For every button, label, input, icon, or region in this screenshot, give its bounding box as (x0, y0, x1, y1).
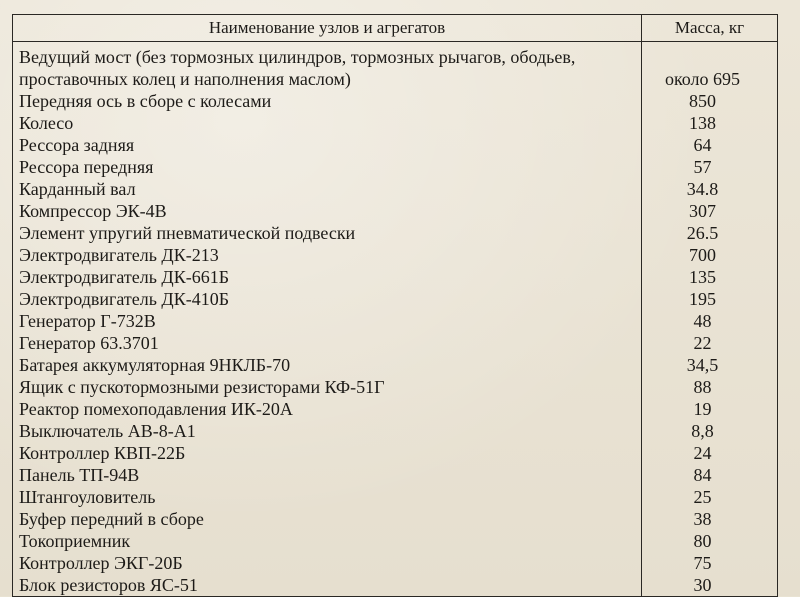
row-mass: около 695 (642, 42, 778, 91)
table-row (13, 112, 778, 134)
row-name: Ящик с пускотормозными резисторами КФ-51Г (13, 376, 642, 398)
row-name: Токоприемник (13, 530, 642, 552)
row-name: Контроллер КВП-22Б (13, 442, 642, 464)
row-mass: 80 (642, 530, 778, 552)
row-mass: 48 (642, 310, 778, 332)
row-name: Рессора задняя (13, 134, 642, 156)
row-name: Электродвигатель ДК-661Б (13, 266, 642, 288)
row-mass: 195 (642, 288, 778, 310)
table-row (13, 552, 778, 574)
row-name: Контроллер ЭКГ-20Б (13, 552, 642, 574)
row-name: Штангоуловитель (13, 486, 642, 508)
component-mass-table (12, 14, 778, 597)
row-name: Блок резисторов ЯС-51 (13, 574, 642, 597)
table-row (13, 354, 778, 376)
table-row (13, 266, 778, 288)
row-name: Панель ТП-94В (13, 464, 642, 486)
row-mass: 34,5 (642, 354, 778, 376)
row-mass: 34.8 (642, 178, 778, 200)
table-row (13, 90, 778, 112)
row-name: Передняя ось в сборе с колесами (13, 90, 642, 112)
table-row (13, 178, 778, 200)
row-mass: 64 (642, 134, 778, 156)
table-row (13, 376, 778, 398)
header-mass: Масса, кг (642, 15, 778, 42)
table-row (13, 420, 778, 442)
table-row (13, 244, 778, 266)
row-mass: 850 (642, 90, 778, 112)
row-name: Компрессор ЭК-4В (13, 200, 642, 222)
row-name: Карданный вал (13, 178, 642, 200)
row-mass: 22 (642, 332, 778, 354)
row-mass: 25 (642, 486, 778, 508)
row-name: Батарея аккумуляторная 9НКЛБ-70 (13, 354, 642, 376)
row-name: Рессора передняя (13, 156, 642, 178)
table-row (13, 530, 778, 552)
row-name: Генератор 63.3701 (13, 332, 642, 354)
row-mass: 307 (642, 200, 778, 222)
row-mass: 19 (642, 398, 778, 420)
table-row (13, 156, 778, 178)
row-mass: 26.5 (642, 222, 778, 244)
row-mass: 84 (642, 464, 778, 486)
row-name: Колесо (13, 112, 642, 134)
row-mass: 57 (642, 156, 778, 178)
table-row (13, 442, 778, 464)
row-name: Генератор Г-732В (13, 310, 642, 332)
table-row (13, 42, 778, 91)
row-mass: 135 (642, 266, 778, 288)
row-name: Электродвигатель ДК-410Б (13, 288, 642, 310)
row-name: Реактор помехоподавления ИК-20А (13, 398, 642, 420)
table-header-row (13, 15, 778, 42)
row-name: Электродвигатель ДК-213 (13, 244, 642, 266)
table-row (13, 288, 778, 310)
row-name: Буфер передний в сборе (13, 508, 642, 530)
table-row (13, 134, 778, 156)
row-name: Выключатель АВ-8-А1 (13, 420, 642, 442)
header-name: Наименование узлов и агрегатов (13, 15, 642, 42)
table-row (13, 200, 778, 222)
table-row (13, 310, 778, 332)
row-mass: 38 (642, 508, 778, 530)
row-mass: 700 (642, 244, 778, 266)
row-mass: 138 (642, 112, 778, 134)
table-row (13, 332, 778, 354)
row-name: Ведущий мост (без тормозных цилиндров, тормозных рычагов, ободьев, проставочных колец и наполнения маслом) (13, 42, 642, 91)
table-row (13, 398, 778, 420)
table-row (13, 464, 778, 486)
table-row (13, 486, 778, 508)
table-row (13, 222, 778, 244)
row-name: Элемент упругий пневматической подвески (13, 222, 642, 244)
row-mass: 24 (642, 442, 778, 464)
table-row (13, 574, 778, 597)
row-mass: 75 (642, 552, 778, 574)
table-row (13, 508, 778, 530)
row-mass: 88 (642, 376, 778, 398)
row-mass: 8,8 (642, 420, 778, 442)
row-mass: 30 (642, 574, 778, 597)
